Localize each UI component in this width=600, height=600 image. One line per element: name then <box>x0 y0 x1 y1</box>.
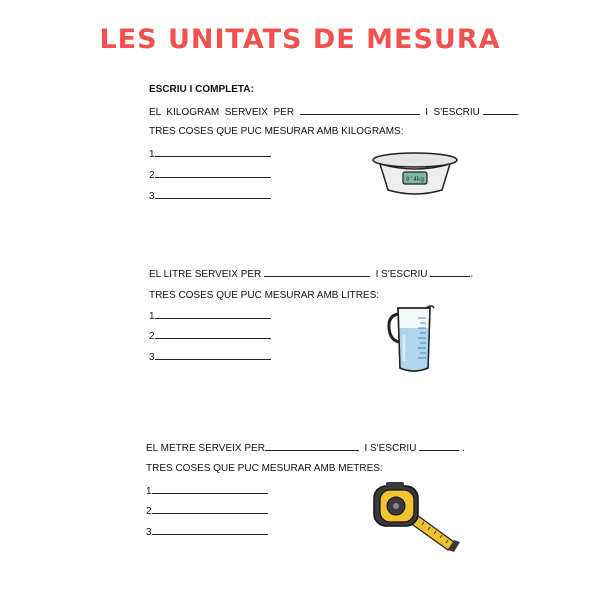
answer-line[interactable] <box>155 310 271 319</box>
litre-prompt: TRES COSES QUE PUC MESURAR AMB LITRES: <box>149 290 380 301</box>
answer-line[interactable] <box>152 505 268 514</box>
answer-number: 3 <box>146 527 152 538</box>
litre-answer-3[interactable] <box>149 351 271 363</box>
answer-number: 1 <box>146 486 152 497</box>
metre-answer-2[interactable] <box>146 505 268 517</box>
metre-statement-end: I S'ESCRIU <box>364 443 417 454</box>
answer-number: 2 <box>149 331 155 342</box>
answer-line[interactable] <box>155 148 271 157</box>
answer-number: 2 <box>146 506 152 517</box>
page-title: LES UNITATS DE MESURA <box>99 24 501 55</box>
answer-line[interactable] <box>155 169 271 178</box>
answer-line[interactable] <box>155 330 271 339</box>
metre-statement: EL METRE SERVEIX PER I S'ESCRIU . <box>146 443 465 454</box>
kilogram-use-blank[interactable] <box>300 106 420 115</box>
litre-answer-2[interactable] <box>149 330 271 342</box>
metre-use-blank[interactable] <box>265 442 359 451</box>
answer-line[interactable] <box>155 190 271 199</box>
answer-number: 1 <box>149 149 155 160</box>
litre-symbol-blank[interactable] <box>430 268 470 277</box>
metre-statement-start: EL METRE SERVEIX PER <box>146 443 265 454</box>
litre-statement-start: EL LITRE SERVEIX PER <box>149 269 262 280</box>
answer-line[interactable] <box>155 351 271 360</box>
litre-answer-1[interactable] <box>149 310 271 322</box>
answer-number: 1 <box>149 311 155 322</box>
kitchen-scale-icon <box>370 150 460 200</box>
kilogram-symbol-blank[interactable] <box>483 106 517 115</box>
answer-line[interactable] <box>152 526 268 535</box>
litre-statement-end: I S'ESCRIU <box>375 269 428 280</box>
kilogram-statement-start: EL KILOGRAM SERVEIX PER <box>149 107 295 118</box>
kilogram-answer-1[interactable] <box>149 148 271 160</box>
kilogram-answer-3[interactable] <box>149 190 271 202</box>
kilogram-prompt: TRES COSES QUE PUC MESURAR AMB KILOGRAMS: <box>149 126 404 137</box>
answer-number: 2 <box>149 170 155 181</box>
measuring-jug-icon <box>386 302 436 374</box>
instruction-heading: ESCRIU I COMPLETA: <box>149 84 254 95</box>
metre-prompt: TRES COSES QUE PUC MESURAR AMB METRES: <box>146 463 383 474</box>
answer-number: 3 <box>149 191 155 202</box>
litre-statement: EL LITRE SERVEIX PER I S'ESCRIU . <box>149 269 474 280</box>
metre-symbol-blank[interactable] <box>419 442 459 451</box>
tape-measure-icon <box>370 480 462 556</box>
answer-line[interactable] <box>152 485 268 494</box>
kilogram-statement: EL KILOGRAM SERVEIX PER I S'ESCRIU . <box>149 107 520 118</box>
kilogram-statement-end: I S'ESCRIU <box>425 107 480 118</box>
litre-use-blank[interactable] <box>264 268 370 277</box>
kilogram-answer-2[interactable] <box>149 169 271 181</box>
metre-answer-1[interactable] <box>146 485 268 497</box>
scale-display-text: 0'4kg <box>405 176 425 183</box>
answer-number: 3 <box>149 352 155 363</box>
metre-answer-3[interactable] <box>146 526 268 538</box>
